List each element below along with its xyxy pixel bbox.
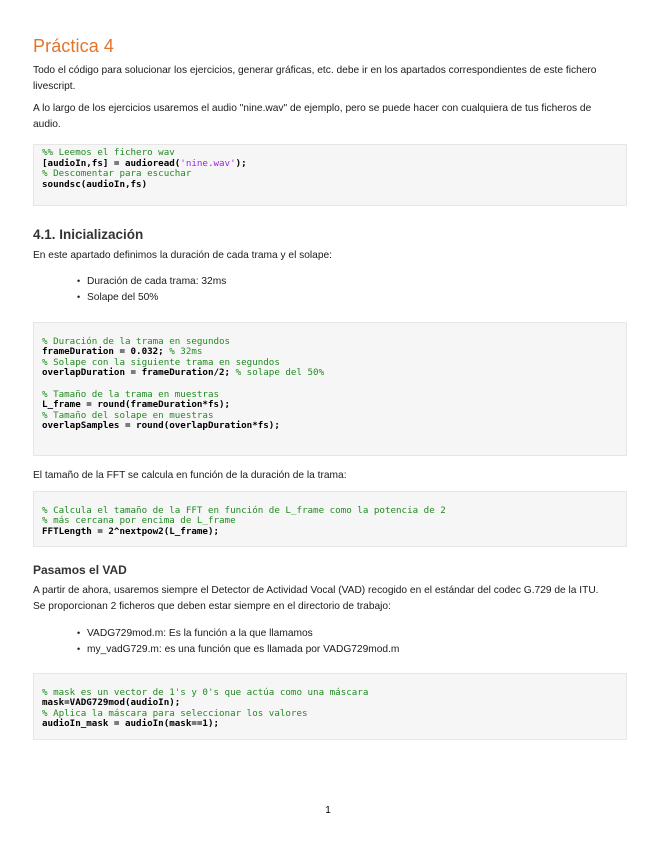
- code-block-fft-length[interactable]: [33, 491, 627, 547]
- code-comment: % 32ms: [169, 346, 203, 358]
- code-comment: % solape del 50%: [235, 367, 325, 379]
- code-line: [42, 379, 618, 390]
- list-item: • Solape del 50%: [75, 290, 226, 306]
- code-block-frame-setup[interactable]: [33, 322, 627, 456]
- code-line: [42, 368, 618, 379]
- code-line: % Solape con la siguiente trama en segundos: [42, 356, 280, 368]
- code-string: 'nine.wav': [180, 157, 236, 169]
- intro-paragraph-2: A lo largo de los ejercicios usaremos el audio "nine.wav" de ejemplo, pero se puede hacer con cualquiera de tus ficheros de audio.: [33, 103, 592, 130]
- code-line: % más cercana por encima de L_frame: [42, 515, 236, 527]
- code-token: frameDuration = 0.032;: [42, 346, 170, 358]
- code-line: soundsc(audioIn,fs): [42, 178, 148, 190]
- section-2-text: A partir de ahora, usaremos siempre el Detector de Actividad Vocal (VAD) recogido en el estándar del codec G.729 de la ITU. Se proporcionan 2 ficheros que deben estar siempre en el directorio de trabajo:: [33, 585, 599, 612]
- page-title: Práctica 4: [33, 36, 115, 56]
- bullet-list-vad-files: [75, 626, 399, 657]
- list-item: • my_vadG729.m: es una función que es llamada por VADG729mod.m: [75, 642, 399, 658]
- bullet-list-trama: [75, 274, 226, 305]
- code-line: % Descomentar para escuchar: [42, 168, 192, 180]
- code-line: [42, 677, 618, 688]
- code-block-read-audio[interactable]: [33, 144, 627, 206]
- code-line: L_frame = round(frameDuration*fs);: [42, 399, 231, 411]
- fft-text: El tamaño de la FFT se calcula en función de la duración de la trama:: [33, 470, 347, 481]
- section-heading-inicializacion: 4.1. Inicialización: [33, 227, 144, 242]
- code-line: % Duración de la trama en segundos: [42, 335, 231, 347]
- code-line: % Tamaño del solape en muestras: [42, 409, 214, 421]
- code-token: );: [235, 157, 247, 169]
- code-line: % Tamaño de la trama en muestras: [42, 388, 220, 400]
- section-heading-vad: Pasamos el VAD: [33, 563, 127, 577]
- code-block-vad-mask[interactable]: [33, 673, 627, 740]
- code-line: % mask es un vector de 1's y 0's que actúa como una máscara: [42, 686, 369, 698]
- code-line: % Calcula el tamaño de la FFT en función de L_frame como la potencia de 2: [42, 504, 446, 516]
- list-item: • VADG729mod.m: Es la función a la que llamamos: [75, 626, 399, 642]
- code-line: mask=VADG729mod(audioIn);: [42, 697, 181, 709]
- code-line: audioIn_mask = audioIn(mask==1);: [42, 718, 220, 730]
- code-line: %% Leemos el fichero wav: [42, 147, 175, 158]
- code-line: FFTLength = 2^nextpow2(L_frame);: [42, 525, 220, 537]
- section-1-text: En este apartado definimos la duración de cada trama y el solape:: [33, 250, 333, 261]
- code-line: overlapSamples = round(overlapDuration*fs);: [42, 420, 280, 432]
- code-line: [42, 326, 618, 337]
- intro-paragraph-1: Todo el código para solucionar los ejercicios, generar gráficas, etc. debe ir en los apartados correspondientes de este fichero livescript.: [33, 65, 597, 92]
- code-token: [audioIn,fs] = audioread(: [42, 157, 181, 169]
- list-item: • Duración de cada trama: 32ms: [75, 274, 226, 290]
- code-token: overlapDuration = frameDuration/2;: [42, 367, 236, 379]
- page-number: 1: [325, 805, 331, 816]
- code-line: [42, 495, 618, 506]
- code-line: % Aplica la máscara para seleccionar los valores: [42, 707, 308, 719]
